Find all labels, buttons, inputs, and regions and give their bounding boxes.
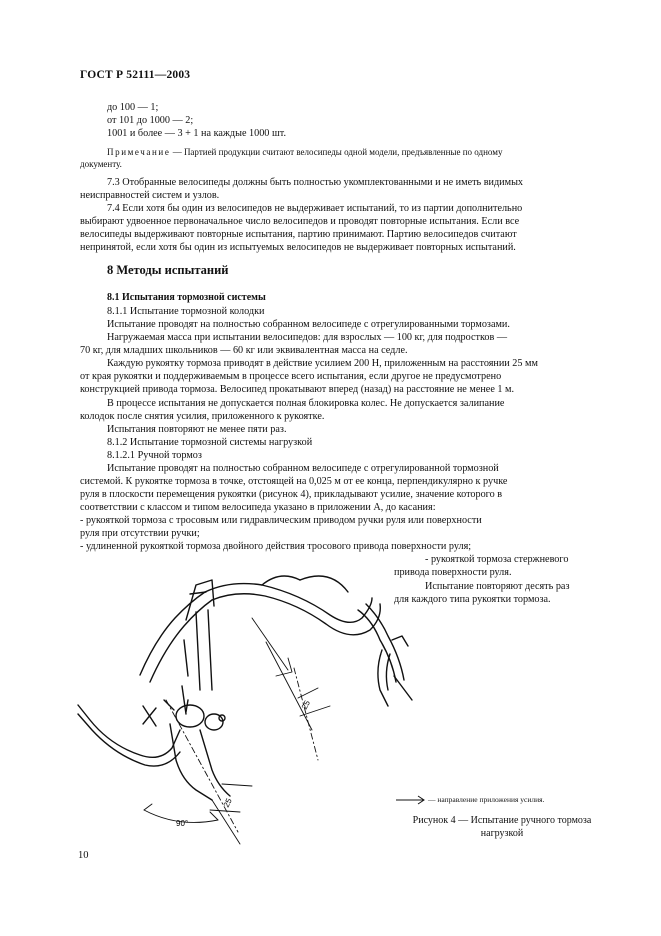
subsection-title: 8.1.2 Испытание тормозной системы нагрузкой [107, 437, 313, 448]
dimension-label-25-right: 25 [299, 698, 312, 711]
note-label: Примечание [107, 147, 171, 157]
paragraph: руля в плоскости перемещения рукоятки (рисунок 4), прикладывают усилие, значение которого в [80, 489, 503, 500]
note-text: — Партией продукции считают велосипеды одной модели, предъявленные по одному [170, 147, 503, 157]
paragraph-7-4: непринятой, если хотя бы один из испытуемых велосипедов не выдерживает повторных испытаний. [80, 242, 516, 253]
bullet-item: - рукояткой тормоза стержневого [425, 554, 569, 565]
paragraph-7-4: 7.4 Если хотя бы один из велосипедов не выдерживает испытаний, то из партии дополнительно [107, 203, 523, 214]
paragraph: Испытание повторяют десять раз [425, 581, 570, 592]
bullet-item: руля при отсутствии ручки; [80, 528, 200, 539]
paragraph-7-3: неисправностей систем и узлов. [80, 190, 220, 201]
list-item: 1001 и более — 3 + 1 на каждые 1000 шт. [107, 128, 287, 139]
paragraph: системой. К рукоятке тормоза в точке, отстоящей на 0,025 м от ее конца, перпендикулярно к ручке [80, 476, 508, 487]
list-item: до 100 — 1; [107, 102, 159, 113]
paragraph: колодок после снятия усилия, приложенного к рукоятке. [80, 411, 325, 422]
subsection-title: 8.1.2.1 Ручной тормоз [107, 450, 202, 461]
figure-caption: Рисунок 4 — Испытание ручного тормоза [412, 815, 592, 826]
paragraph: Испытание проводят на полностью собранном велосипеде с отрегулированной тормозной [107, 463, 499, 474]
page-number: 10 [78, 850, 89, 861]
note-line: документу. [80, 159, 122, 169]
bullet-item: - рукояткой тормоза с тросовым или гидравлическим приводом ручки руля или поверхности [80, 515, 482, 526]
figure-legend: — направление приложения усилия. [428, 795, 545, 804]
bullet-item: - удлиненной рукояткой тормоза двойного действия тросового привода поверхности руля; [80, 541, 472, 552]
paragraph: от края рукоятки и поддерживаемым в процессе всего испытания, если другое не предусмотрено [80, 371, 502, 382]
subsection-title: 8.1.1 Испытание тормозной колодки [107, 306, 265, 317]
list-item: от 101 до 1000 — 2; [107, 115, 194, 126]
dimension-label-25-left: 25 [221, 796, 234, 809]
figure-caption: нагрузкой [480, 828, 524, 839]
paragraph: Испытание проводят на полностью собранном велосипеде с отрегулированными тормозами. [107, 319, 510, 330]
angle-label: 90° [176, 819, 189, 828]
paragraph: соответствии с классом и типом велосипеда указано в приложении А, до касания: [80, 502, 436, 513]
stem [186, 580, 214, 620]
paragraph-7-4: выбирают удвоенное первоначальное число велосипедов и проводят повторные испытания. Если все [80, 216, 520, 227]
paragraph: для каждого типа рукоятки тормоза. [394, 594, 551, 605]
paragraph-7-4: велосипеды выдерживают повторные испытания, партию принимают. Партию велосипедов считают [80, 229, 517, 240]
bullet-item: привода поверхности руля. [394, 567, 512, 578]
paragraph: 70 кг, для младших школьников — 60 кг или эквивалентная масса на седле. [80, 345, 408, 356]
subsection-title: 8.1 Испытания тормозной системы [107, 292, 266, 303]
paragraph: Каждую рукоятку тормоза приводят в действие усилием 200 Н, приложенным на расстоянии 25 мм [107, 358, 538, 369]
paragraph: конструкцией привода тормоза. Велосипед прокатывают вперед (назад) на расстояние не менее 1 м. [80, 384, 515, 395]
paragraph-7-3: 7.3 Отобранные велосипеды должны быть полностью укомплектованными и не иметь видимых [107, 177, 524, 188]
paragraph: Нагружаемая масса при испытании велосипедов: для взрослых — 100 кг, для подростков — [107, 332, 508, 343]
brake-body-left [176, 705, 204, 727]
document-header: ГОСТ Р 52111—2003 [80, 69, 191, 81]
paragraph: В процессе испытания не допускается полная блокировка колес. Не допускается залипание [107, 398, 505, 409]
paragraph: Испытания повторяют не менее пяти раз. [107, 424, 287, 435]
section-title: 8 Методы испытаний [107, 263, 229, 277]
